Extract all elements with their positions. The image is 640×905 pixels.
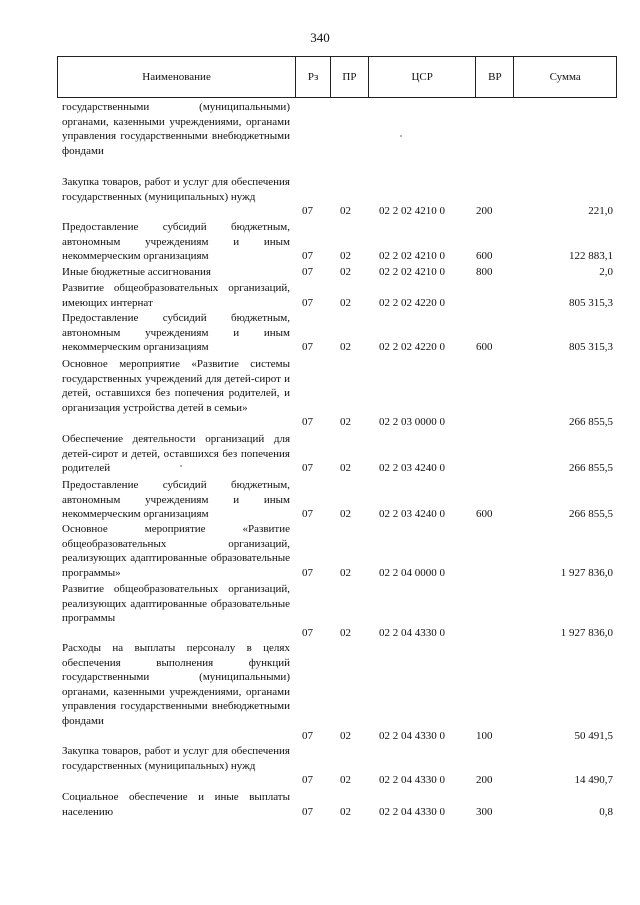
row-csr: 02 2 04 4330 0 [379,626,445,639]
row-rz: 07 [302,729,313,742]
row-pr: 02 [340,416,351,429]
table-row [57,522,617,580]
row-pr: 02 [340,566,351,579]
row-csr: 02 2 03 0000 0 [379,416,445,429]
table-row [57,744,617,788]
row-name: Иные бюджетные ассигнования [62,266,211,278]
table-row [57,790,617,819]
row-vr: 600 [476,508,493,521]
row-sum: 2,0 [599,266,613,278]
row-pr: 02 [340,205,351,218]
row-pr: 02 [340,266,351,278]
table-row [57,432,617,476]
table-header [57,56,617,98]
table-row [57,311,617,355]
row-name: Социальное обеспечение и иные выплаты населению [62,791,290,818]
row-sum: 122 883,1 [569,250,613,263]
row-sum: 14 490,7 [574,774,613,787]
column-header-csr: ЦСР [369,57,477,97]
row-csr: 02 2 04 4330 0 [379,774,445,787]
row-rz: 07 [302,626,313,639]
row-csr: 02 2 03 4240 0 [379,508,445,521]
row-name: Расходы на выплаты персоналу в целях обеспечения выполнения функций государственными (муниципальными) органами, казенными учреждениями, органами управления государственными внебюджетными фондами [62,642,290,727]
row-rz: 07 [302,205,313,218]
column-header-rz: Рз [296,57,331,97]
table-row [57,478,617,522]
table-row [57,281,617,310]
table-row [57,582,617,640]
row-name: государственными (муниципальными) органами, казенными учреждениями, органами управления государственными внебюджетными фондами [62,101,290,157]
row-pr: 02 [340,626,351,639]
row-rz: 07 [302,341,313,354]
row-vr: 300 [476,805,493,818]
column-header-pr: ПР [331,57,369,97]
row-csr: 02 2 02 4210 0 [379,266,445,278]
row-name: Развитие общеобразовательных организаций, имеющих интернат [62,282,290,309]
row-rz: 07 [302,250,313,263]
row-name: Закупка товаров, работ и услуг для обеспечения государственных (муниципальных) нужд [62,745,290,772]
row-vr: 800 [476,266,493,278]
scan-speck [400,135,402,137]
table-row [57,100,617,173]
row-name: Основное мероприятие «Развитие общеобразовательных организаций, реализующих адаптированные образовательные программы» [62,523,290,579]
column-header-sum: Сумма [549,71,581,83]
row-pr: 02 [340,341,351,354]
row-rz: 07 [302,296,313,309]
row-vr: 100 [476,729,493,742]
row-pr: 02 [340,729,351,742]
row-rz: 07 [302,805,313,818]
row-sum: 1 927 836,0 [560,626,613,639]
row-vr: 200 [476,205,493,218]
row-csr: 02 2 03 4240 0 [379,462,445,475]
row-sum: 266 855,5 [569,462,613,475]
row-csr: 02 2 04 4330 0 [379,729,445,742]
page-number: 340 [310,30,330,45]
row-csr: 02 2 02 4210 0 [379,205,445,218]
row-sum: 805 315,3 [569,341,613,354]
row-sum: 0,8 [599,805,613,818]
column-header-vr: ВР [476,57,514,97]
row-pr: 02 [340,805,351,818]
row-csr: 02 2 04 0000 0 [379,566,445,579]
row-csr: 02 2 02 4220 0 [379,341,445,354]
row-csr: 02 2 04 4330 0 [379,805,445,818]
row-pr: 02 [340,774,351,787]
row-rz: 07 [302,416,313,429]
column-header-name: Наименование [58,57,296,97]
row-rz: 07 [302,508,313,521]
row-rz: 07 [302,266,313,278]
row-vr: 200 [476,774,493,787]
table-row [57,357,617,430]
row-sum: 50 491,5 [574,729,613,742]
row-pr: 02 [340,462,351,475]
row-rz: 07 [302,566,313,579]
row-sum: 266 855,5 [569,416,613,429]
row-name: Закупка товаров, работ и услуг для обеспечения государственных (муниципальных) нужд [62,176,290,203]
row-name: Развитие общеобразовательных организаций, реализующих адаптированные образовательные программы [62,583,290,625]
row-pr: 02 [340,250,351,263]
row-rz: 07 [302,462,313,475]
scan-speck [180,465,182,467]
row-sum: 1 927 836,0 [560,566,613,579]
row-pr: 02 [340,296,351,309]
row-name: Обеспечение деятельности организаций для детей-сирот и детей, оставшихся без попечения родителей [62,433,290,475]
row-sum: 221,0 [588,205,613,218]
row-sum: 266 855,5 [569,508,613,521]
table-row [57,641,617,743]
row-name: Основное мероприятие «Развитие системы государственных учреждений для детей-сирот и детей, оставшихся без попечения родителей, и организация устройства детей в семьи» [62,358,290,414]
table-row [57,175,617,219]
row-pr: 02 [340,508,351,521]
row-name: Предоставление субсидий бюджетным, автономным учреждениям и иным некоммерческим организациям [62,221,290,263]
table-row [57,220,617,264]
row-sum: 805 315,3 [569,296,613,309]
row-vr: 600 [476,250,493,263]
row-name: Предоставление субсидий бюджетным, автономным учреждениям и иным некоммерческим организациям [62,479,290,521]
row-csr: 02 2 02 4210 0 [379,250,445,263]
row-rz: 07 [302,774,313,787]
table-row [57,265,617,280]
row-name: Предоставление субсидий бюджетным, автономным учреждениям и иным некоммерческим организациям [62,312,290,354]
row-vr: 600 [476,341,493,354]
row-csr: 02 2 02 4220 0 [379,296,445,309]
